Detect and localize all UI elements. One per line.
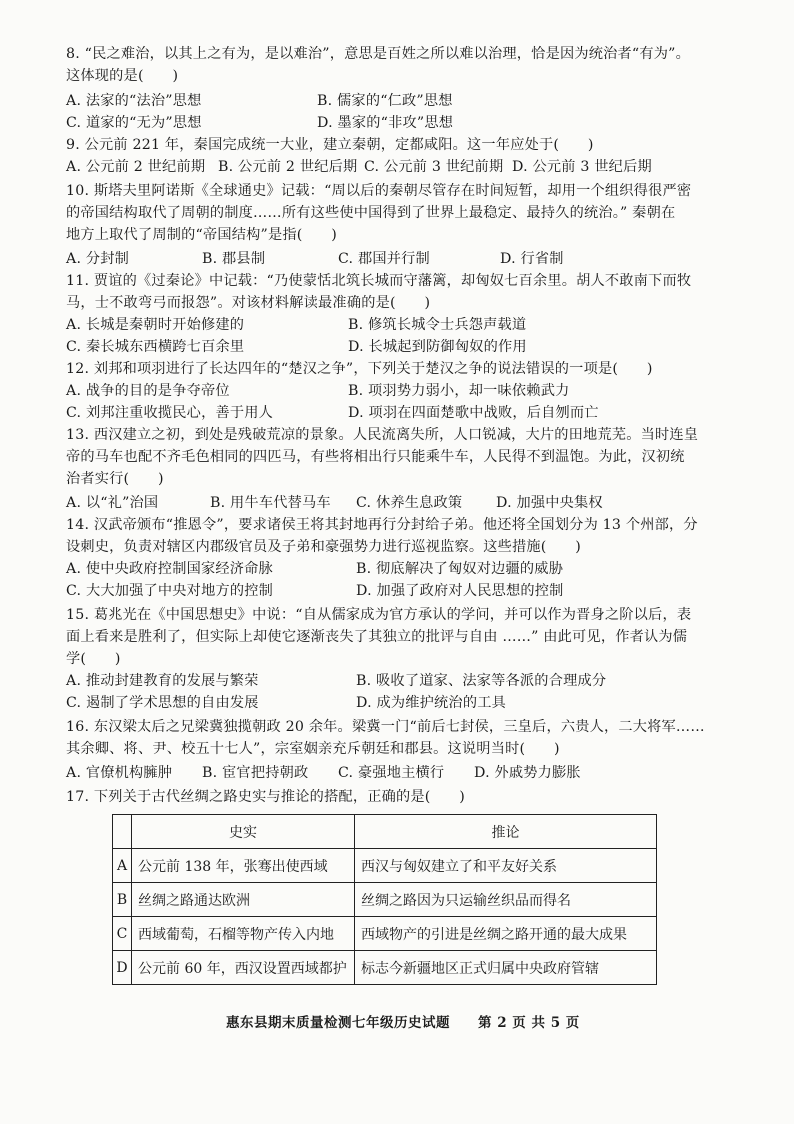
q8-option-c[interactable]: C. 道家的“无为”思想 bbox=[66, 115, 202, 131]
row-label: C bbox=[113, 917, 132, 951]
q11-option-a[interactable]: A. 长城是秦朝时开始修建的 bbox=[66, 317, 245, 333]
q16-stem-1: 16. 东汉梁太后之兄梁冀独揽朝政 20 余年。梁冀一门“前后七封侯，三皇后，六贵人，二大将军…… bbox=[66, 719, 705, 735]
row-inference: 西汉与匈奴建立了和平友好关系 bbox=[355, 849, 657, 883]
table-header-label bbox=[113, 815, 132, 849]
q12-option-a[interactable]: A. 战争的目的是争夺帝位 bbox=[66, 383, 230, 399]
row-label: A bbox=[113, 849, 132, 883]
q8-option-b[interactable]: B. 儒家的“仁政”思想 bbox=[317, 93, 453, 109]
q13-option-c[interactable]: C. 休养生息政策 bbox=[356, 495, 463, 511]
row-inference: 丝绸之路因为只运输丝织品而得名 bbox=[355, 883, 657, 917]
q9-option-a[interactable]: A. 公元前 2 世纪前期 bbox=[66, 159, 206, 175]
row-inference: 西域物产的引进是丝绸之路开通的最大成果 bbox=[355, 917, 657, 951]
q17-table bbox=[112, 814, 657, 985]
q9-option-c[interactable]: C. 公元前 3 世纪前期 bbox=[364, 159, 504, 175]
row-fact: 丝绸之路通达欧洲 bbox=[132, 883, 355, 917]
q11-stem-2: 马，士不敢弯弓而报怨”。对该材料解读最准确的是( ) bbox=[66, 295, 431, 311]
q15-stem-2: 面上看来是胜利了，但实际上却使它逐渐丧失了其独立的批评与自由 ……” 由此可见，作者认为儒 bbox=[66, 629, 688, 645]
row-fact: 西域葡萄，石榴等物产传入内地 bbox=[132, 917, 355, 951]
q15-option-b[interactable]: B. 吸收了道家、法家等各派的合理成分 bbox=[356, 673, 607, 689]
q10-option-d[interactable]: D. 行省制 bbox=[500, 251, 564, 267]
q13-option-b[interactable]: B. 用牛车代替马车 bbox=[210, 495, 331, 511]
q16-option-a[interactable]: A. 官僚机构臃肿 bbox=[66, 765, 173, 781]
q14-option-a[interactable]: A. 使中央政府控制国家经济命脉 bbox=[66, 561, 273, 577]
q8-option-a[interactable]: A. 法家的“法治”思想 bbox=[66, 93, 202, 109]
table-header-row bbox=[113, 815, 657, 849]
q10-option-b[interactable]: B. 郡县制 bbox=[202, 251, 266, 267]
q13-stem-2: 帝的马车也配不齐毛色相同的四匹马，有些将相出行只能乘牛车，人民得不到温饱。为此，汉初统 bbox=[66, 449, 685, 465]
row-label: B bbox=[113, 883, 132, 917]
q10-stem-3: 地方上取代了周制的“帝国结构”是指( ) bbox=[66, 227, 337, 243]
page-footer: 惠东县期末质量检测七年级历史试题 第 2 页 共 5 页 bbox=[226, 1015, 580, 1031]
q13-option-a[interactable]: A. 以“礼”治国 bbox=[66, 495, 159, 511]
row-fact: 公元前 60 年，西汉设置西域都护 bbox=[132, 951, 355, 985]
q11-stem-1: 11. 贾谊的《过秦论》中记载：“乃使蒙恬北筑长城而守藩篱，却匈奴七百余里。胡人不敢南下而牧 bbox=[66, 273, 692, 289]
table-header-inference: 推论 bbox=[355, 815, 657, 849]
q10-stem-2: 的帝国结构取代了周朝的制度……所有这些使中国得到了世界上最稳定、最持久的统治。” 秦朝在 bbox=[66, 205, 676, 221]
q8-option-d[interactable]: D. 墨家的“非攻”思想 bbox=[317, 115, 454, 131]
q11-option-b[interactable]: B. 修筑长城令士兵怨声载道 bbox=[348, 317, 527, 333]
table-row[interactable] bbox=[113, 883, 657, 917]
q15-option-c[interactable]: C. 遏制了学术思想的自由发展 bbox=[66, 695, 259, 711]
q9-option-b[interactable]: B. 公元前 2 世纪后期 bbox=[218, 159, 358, 175]
q10-option-c[interactable]: C. 郡国并行制 bbox=[338, 251, 430, 267]
q16-option-b[interactable]: B. 宦官把持朝政 bbox=[202, 765, 309, 781]
q12-option-d[interactable]: D. 项羽在四面楚歌中战败，后自刎而亡 bbox=[348, 405, 599, 421]
table-row[interactable] bbox=[113, 849, 657, 883]
row-inference: 标志今新疆地区正式归属中央政府管辖 bbox=[355, 951, 657, 985]
q14-option-c[interactable]: C. 大大加强了中央对地方的控制 bbox=[66, 583, 274, 599]
q15-stem-1: 15. 葛兆光在《中国思想史》中说：“自从儒家成为官方承认的学问，并可以作为晋身之阶以后，表 bbox=[66, 607, 692, 623]
q12-option-c[interactable]: C. 刘邦注重收揽民心，善于用人 bbox=[66, 405, 274, 421]
q14-stem-1: 14. 汉武帝颁布“推恩令”，要求诸侯王将其封地再行分封给子弟。他还将全国划分为 13 个州部，分 bbox=[66, 517, 698, 533]
table-row[interactable] bbox=[113, 951, 657, 985]
q13-stem-3: 治者实行( ) bbox=[66, 471, 164, 487]
q8-stem-2: 这体现的是( ) bbox=[66, 68, 179, 84]
q12-stem: 12. 刘邦和项羽进行了长达四年的“楚汉之争”，下列关于楚汉之争的说法错误的一项是( ) bbox=[66, 361, 653, 377]
row-fact: 公元前 138 年，张骞出使西域 bbox=[132, 849, 355, 883]
q12-option-b[interactable]: B. 项羽势力弱小，却一味依赖武力 bbox=[348, 383, 570, 399]
q16-stem-2: 其余卿、将、尹、校五十七人”，宗室姻亲充斥朝廷和郡县。这说明当时( ) bbox=[66, 741, 560, 757]
q14-option-d[interactable]: D. 加强了政府对人民思想的控制 bbox=[356, 583, 564, 599]
q13-stem-1: 13. 西汉建立之初，到处是残破荒凉的景象。人民流离失所，人口锐减，大片的田地荒芜。当时连皇 bbox=[66, 427, 699, 443]
q10-option-a[interactable]: A. 分封制 bbox=[66, 251, 130, 267]
q11-option-c[interactable]: C. 秦长城东西横跨七百余里 bbox=[66, 339, 245, 355]
q16-option-d[interactable]: D. 外戚势力膨胀 bbox=[474, 765, 581, 781]
q8-stem-1: 8. “民之难治，以其上之有为，是以难治”，意思是百姓之所以难以治理，恰是因为统治者“有为”。 bbox=[66, 46, 690, 62]
q9-stem: 9. 公元前 221 年，秦国完成统一大业，建立秦朝，定都咸阳。这一年应处于( ) bbox=[66, 137, 594, 153]
q14-option-b[interactable]: B. 彻底解决了匈奴对边疆的威胁 bbox=[356, 561, 564, 577]
q10-stem-1: 10. 斯塔夫里阿诺斯《全球通史》记载：“周以后的秦朝尽管存在时间短暂，却用一个组织得很严密 bbox=[66, 183, 692, 199]
table-header-fact: 史实 bbox=[132, 815, 355, 849]
q16-option-c[interactable]: C. 豪强地主横行 bbox=[338, 765, 445, 781]
q13-option-d[interactable]: D. 加强中央集权 bbox=[496, 495, 603, 511]
q14-stem-2: 设刺史，负责对辖区内郡级官员及子弟和豪强势力进行巡视监察。这些措施( ) bbox=[66, 539, 582, 555]
q9-option-d[interactable]: D. 公元前 3 世纪后期 bbox=[512, 159, 652, 175]
q15-option-a[interactable]: A. 推动封建教育的发展与繁荣 bbox=[66, 673, 259, 689]
q11-option-d[interactable]: D. 长城起到防御匈奴的作用 bbox=[348, 339, 527, 355]
q17-stem: 17. 下列关于古代丝绸之路史实与推论的搭配，正确的是( ) bbox=[66, 789, 466, 805]
q15-option-d[interactable]: D. 成为维护统治的工具 bbox=[356, 695, 506, 711]
q15-stem-3: 学( ) bbox=[66, 651, 121, 667]
row-label: D bbox=[113, 951, 132, 985]
table-row[interactable] bbox=[113, 917, 657, 951]
